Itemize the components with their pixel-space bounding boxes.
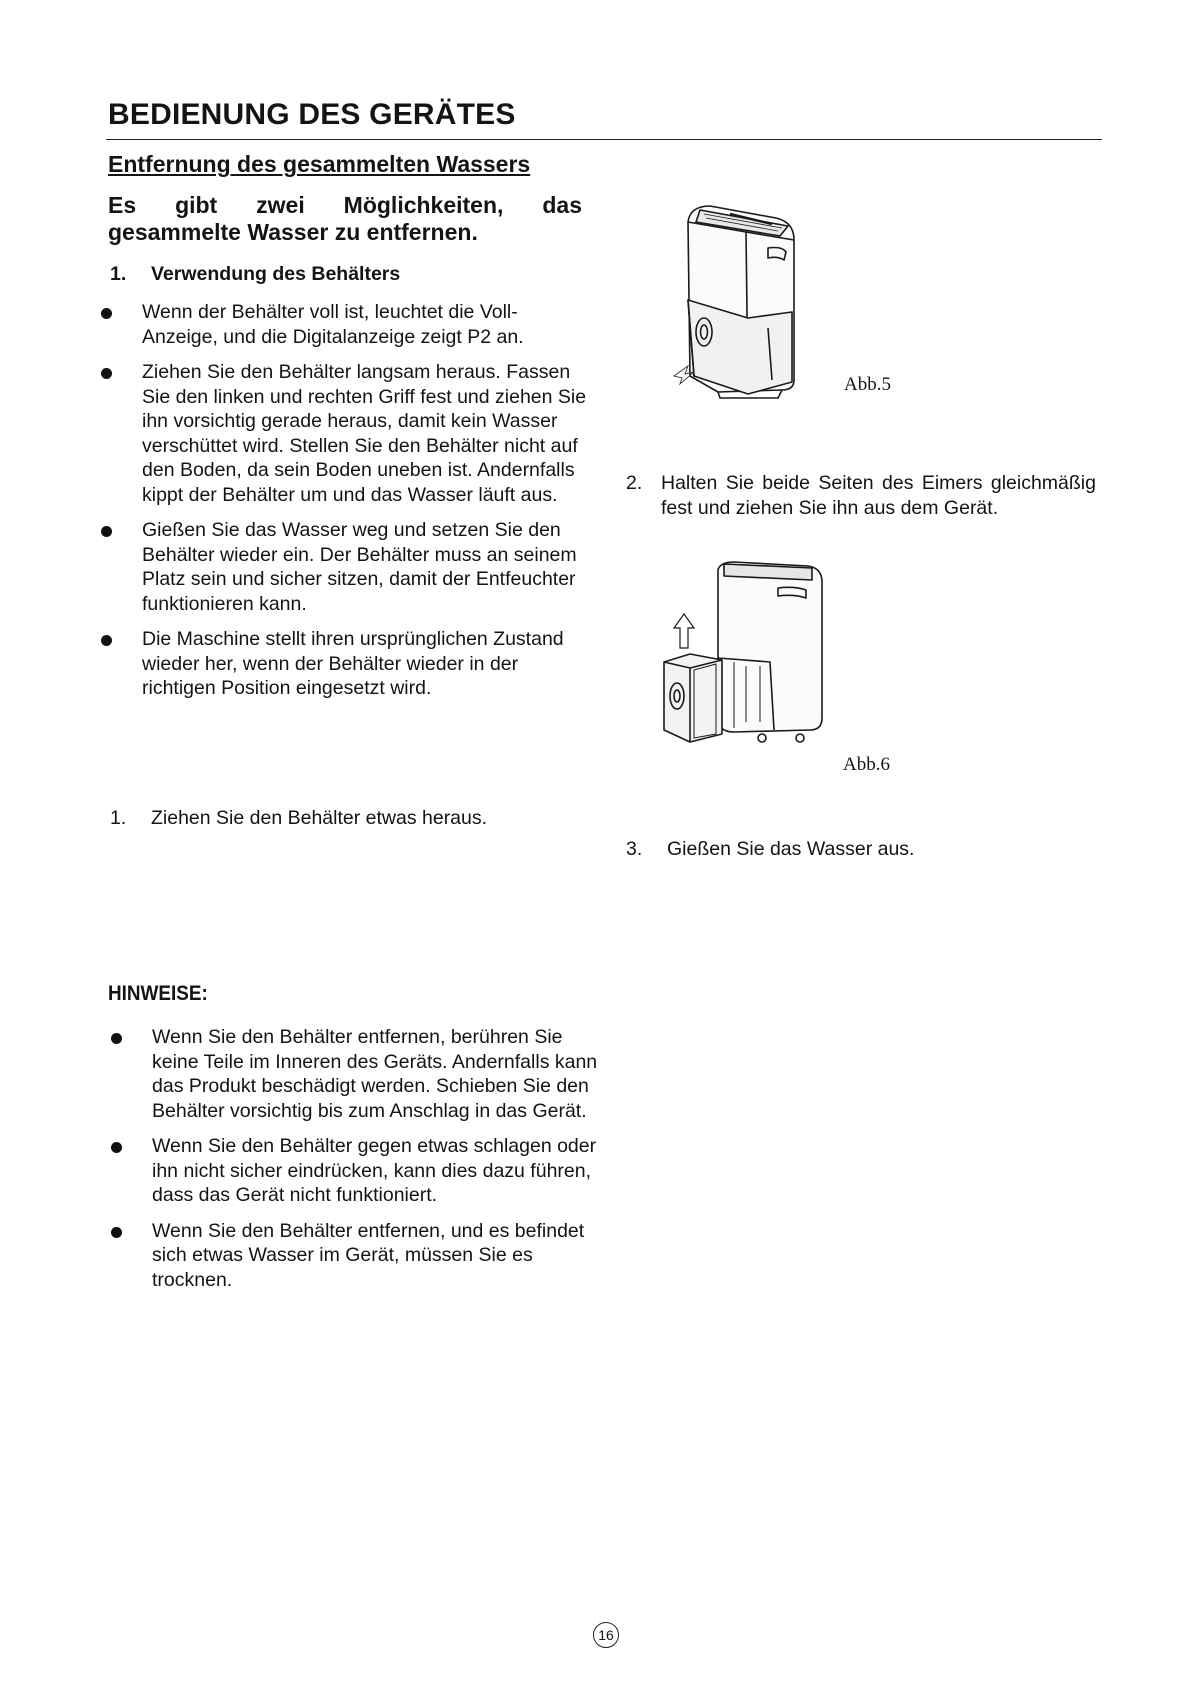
- step2: [626, 471, 1096, 520]
- figure-5-caption: Abb.5: [844, 374, 891, 395]
- page-number: 16: [593, 1622, 619, 1648]
- dehumidifier-figure-5: [660, 200, 820, 400]
- section-subtitle: Entfernung des gesammelten Wassers: [108, 151, 531, 177]
- notes-heading: HINWEISE:: [108, 982, 208, 1005]
- bullet-icon: [111, 1142, 122, 1153]
- step1-number: 1.: [110, 807, 127, 829]
- bullet-icon: [111, 1033, 122, 1044]
- list-item-text: Wenn Sie den Behälter entfernen, und es befindet sich etwas Wasser im Gerät, müssen Sie es trocknen.: [152, 1219, 585, 1291]
- title-rule: [106, 139, 1102, 140]
- list-item-text: Die Maschine stellt ihren ursprünglichen Zustand wieder her, wenn der Behälter wieder in der richtigen Position eingesetzt wird.: [142, 628, 564, 699]
- list-item: [96, 627, 592, 701]
- list-item-text: Gießen Sie das Wasser weg und setzen Sie den Behälter wieder ein. Der Behälter muss an seinem Platz sein und sicher sitzen, damit der Entfeuchter funktionieren kann.: [142, 519, 577, 615]
- section1-label: Verwendung des Behälters: [151, 263, 401, 285]
- section1-heading: [110, 263, 400, 286]
- section1-number: 1.: [110, 263, 127, 285]
- list-item-text: Ziehen Sie den Behälter langsam heraus. Fassen Sie den linken und rechten Griff fest und ziehen Sie ihn vorsichtig gerade heraus, damit kein Wasser verschüttet wird. Stellen Sie den Behälter nicht auf den Boden, da sein Boden uneben ist. Andernfalls kippt der Behälter um und das Wasser läuft aus.: [142, 361, 587, 506]
- list-item-text: Wenn der Behälter voll ist, leuchtet die Voll-Anzeige, und die Digitalanzeige zeigt P2 an.: [142, 301, 524, 348]
- list-item: [106, 1025, 606, 1123]
- bullet-list: [96, 300, 592, 712]
- bullet-icon: [101, 526, 112, 537]
- list-item-text: Wenn Sie den Behälter entfernen, berühren Sie keine Teile im Inneren des Geräts. Andernfalls kann das Produkt beschädigt werden. Schieben Sie den Behälter vorsichtig bis zum Anschlag in das Gerät.: [152, 1026, 598, 1122]
- list-item-text: Wenn Sie den Behälter gegen etwas schlagen oder ihn nicht sicher eindrücken, kann dies dazu führen, dass das Gerät nicht funktioniert.: [152, 1135, 597, 1206]
- list-item: [96, 300, 592, 349]
- bullet-icon: [111, 1227, 122, 1238]
- notes-list: [106, 1025, 606, 1303]
- step2-number: 2.: [626, 472, 643, 494]
- bullet-icon: [101, 368, 112, 379]
- step1: [110, 806, 487, 831]
- step3: [626, 837, 914, 862]
- step3-text: Gießen Sie das Wasser aus.: [667, 838, 915, 860]
- list-item: [96, 518, 592, 616]
- step2-text: Halten Sie beide Seiten des Eimers gleichmäßig fest und ziehen Sie ihn aus dem Gerät.: [661, 472, 1096, 519]
- list-item: [96, 360, 592, 507]
- page-title: BEDIENUNG DES GERÄTES: [108, 98, 516, 131]
- dehumidifier-figure-6: [650, 558, 840, 748]
- list-item: [106, 1219, 606, 1293]
- step1-text: Ziehen Sie den Behälter etwas heraus.: [151, 807, 488, 829]
- step3-number: 3.: [626, 838, 643, 860]
- bullet-icon: [101, 308, 112, 319]
- bullet-icon: [101, 635, 112, 646]
- list-item: [106, 1134, 606, 1208]
- figure-6-caption: Abb.6: [843, 754, 890, 775]
- intro-text: Es gibt zwei Möglichkeiten, das gesammelte Wasser zu entfernen.: [108, 192, 582, 245]
